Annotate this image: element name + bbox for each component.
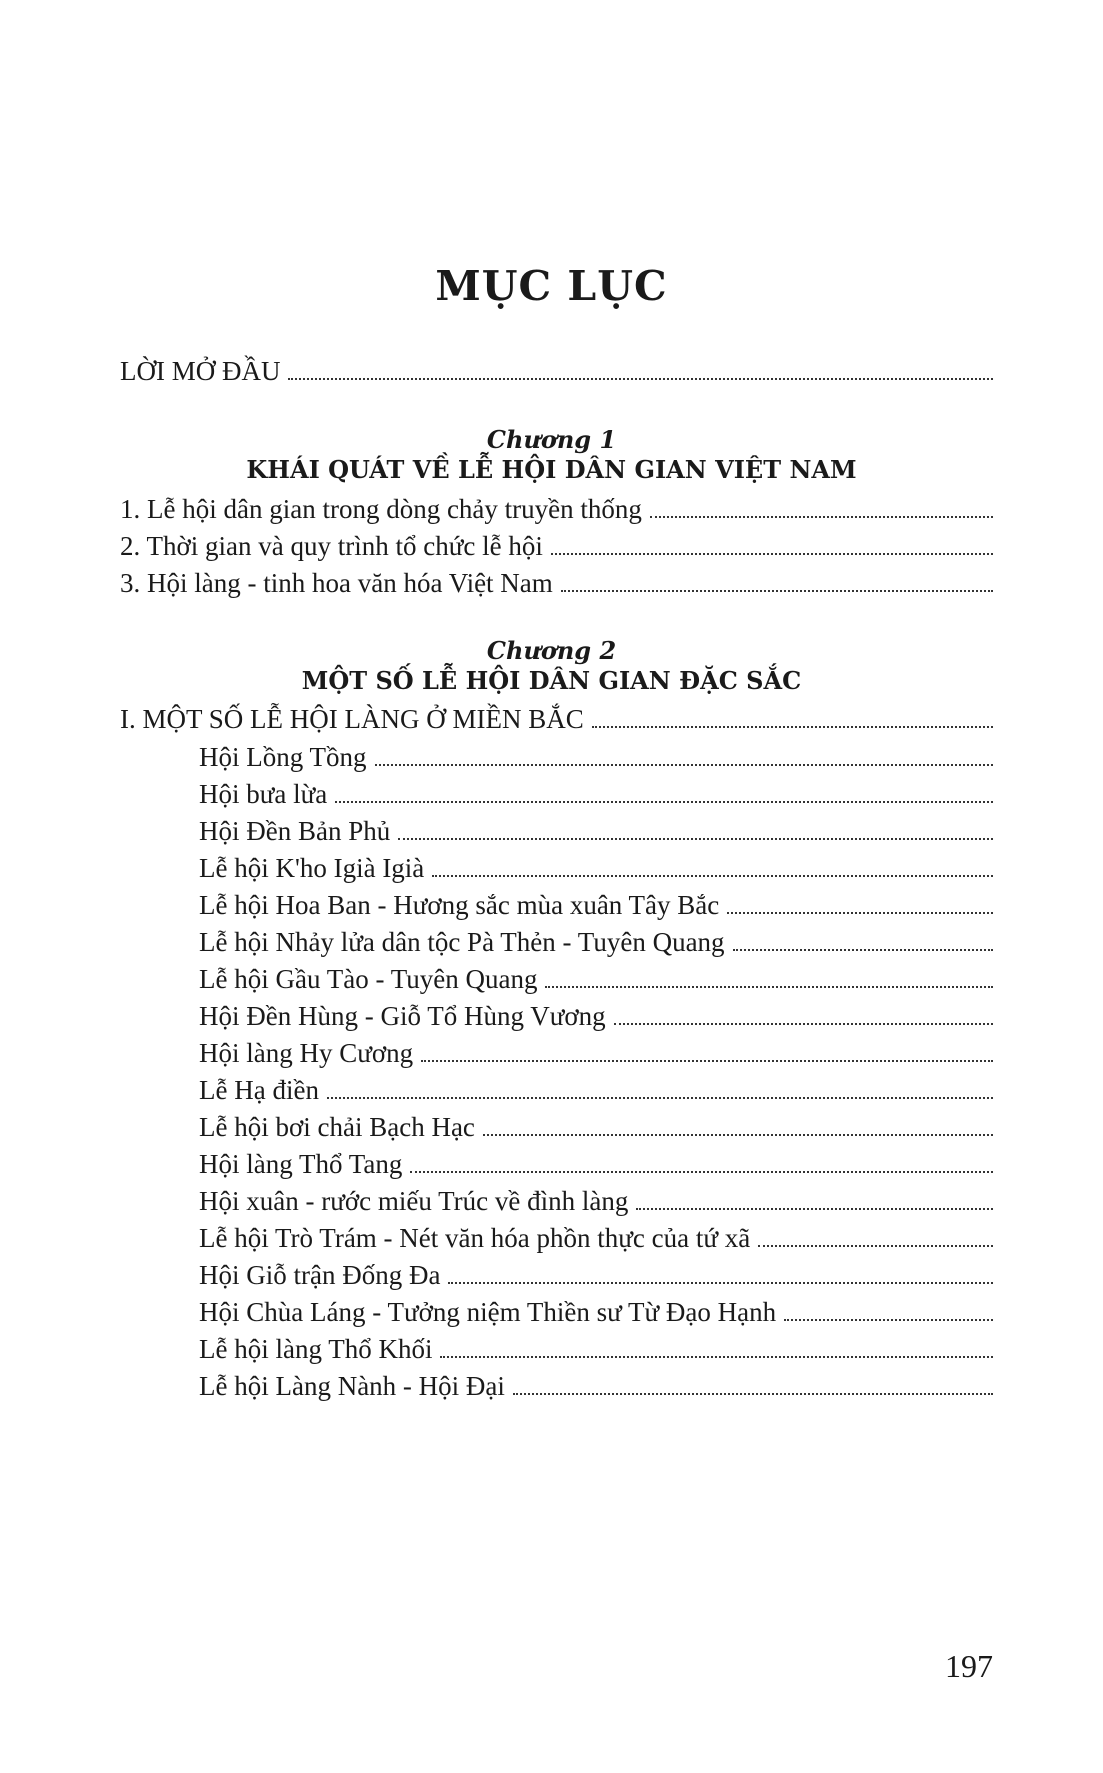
toc-entry — [199, 740, 993, 774]
toc-entry-label: 2. Thời gian và quy trình tổ chức lễ hội — [120, 531, 543, 561]
toc-entry — [199, 925, 993, 959]
toc-entry-label: 1. Lễ hội dân gian trong dòng chảy truyền thống — [120, 494, 642, 524]
toc-section — [120, 702, 993, 736]
chapter-2-number: Chương 2 — [486, 636, 617, 665]
dot-leader — [513, 1393, 993, 1395]
toc-entry — [199, 777, 993, 811]
dot-leader — [398, 838, 993, 840]
dot-leader — [421, 1060, 993, 1062]
toc-entry-label: Hội bưa lừa — [199, 779, 328, 809]
toc-entry — [199, 999, 993, 1033]
toc-entry-label: I. MỘT SỐ LỄ HỘI LÀNG Ở MIỀN BẮC — [120, 704, 584, 734]
toc-entry-label: Hội Chùa Láng - Tưởng niệm Thiền sư Từ Đạo Hạnh — [199, 1297, 777, 1327]
toc-entry-label: Lễ hội Làng Nành - Hội Đại — [199, 1371, 505, 1401]
dot-leader — [614, 1023, 993, 1025]
toc-entry-label: Hội làng Thổ Tang — [199, 1149, 403, 1179]
dot-leader — [561, 590, 993, 592]
toc-entry-label: Hội Lồng Tồng — [199, 742, 367, 772]
toc-entry-label: Lễ Hạ điền — [199, 1075, 319, 1105]
toc-entry — [120, 566, 993, 600]
toc-entry-label: Lễ hội bơi chải Bạch Hạc — [199, 1112, 475, 1142]
toc-entry — [120, 492, 993, 526]
toc-entry-label: Hội Giỗ trận Đống Đa — [199, 1260, 441, 1290]
toc-entry — [199, 1036, 993, 1070]
dot-leader — [448, 1282, 993, 1284]
toc-entry — [199, 1147, 993, 1181]
toc-entry — [199, 1332, 993, 1366]
dot-leader — [784, 1319, 993, 1321]
dot-leader — [650, 516, 993, 518]
toc-entry-label: Hội xuân - rước miếu Trúc về đình làng — [199, 1186, 629, 1216]
dot-leader — [592, 726, 993, 728]
toc-entry — [199, 851, 993, 885]
toc-entry — [199, 1295, 993, 1329]
dot-leader — [432, 875, 993, 877]
dot-leader — [545, 986, 993, 988]
dot-leader — [375, 764, 994, 766]
dot-leader — [758, 1245, 993, 1247]
chapter-1-title: KHÁI QUÁT VỀ LỄ HỘI DÂN GIAN VIỆT NAM — [246, 455, 857, 484]
toc-entry — [199, 1221, 993, 1255]
page-number: 197 — [945, 1648, 993, 1684]
toc-entry-label: Lễ hội làng Thổ Khối — [199, 1334, 433, 1364]
toc-entry — [199, 1110, 993, 1144]
toc-entry — [199, 1073, 993, 1107]
dot-leader — [551, 553, 993, 555]
toc-entry-label: Hội làng Hy Cương — [199, 1038, 414, 1068]
dot-leader — [483, 1134, 993, 1136]
dot-leader — [288, 378, 993, 380]
toc-entry-label: LỜI MỞ ĐẦU — [120, 356, 281, 386]
toc-entry-label: 3. Hội làng - tinh hoa văn hóa Việt Nam — [120, 568, 553, 598]
toc-entry — [199, 1258, 993, 1292]
toc-entry-preface — [120, 354, 993, 388]
page-title: MỤC LỤC — [435, 262, 668, 310]
chapter-1-number: Chương 1 — [486, 425, 617, 454]
toc-entry-label: Hội Đền Hùng - Giỗ Tổ Hùng Vương — [199, 1001, 606, 1031]
dot-leader — [410, 1171, 993, 1173]
dot-leader — [335, 801, 993, 803]
toc-entry — [199, 888, 993, 922]
chapter-2-title: MỘT SỐ LỄ HỘI DÂN GIAN ĐẶC SẮC — [301, 666, 802, 695]
toc-entry — [120, 529, 993, 563]
toc-entry-label: Lễ hội Trò Trám - Nét văn hóa phồn thực của tứ xã — [199, 1223, 751, 1253]
toc-entry-label: Hội Đền Bản Phủ — [199, 816, 391, 846]
dot-leader — [327, 1097, 993, 1099]
dot-leader — [727, 912, 993, 914]
toc-entry-label: Lễ hội K'ho Igià Igià — [199, 853, 425, 883]
toc-entry-label: Lễ hội Nhảy lửa dân tộc Pà Thẻn - Tuyên Quang — [199, 927, 725, 957]
toc-entry — [199, 1184, 993, 1218]
dot-leader — [636, 1208, 993, 1210]
toc-entry-label: Lễ hội Hoa Ban - Hương sắc mùa xuân Tây Bắc — [199, 890, 720, 920]
dot-leader — [440, 1356, 993, 1358]
toc-entry-label: Lễ hội Gầu Tào - Tuyên Quang — [199, 964, 538, 994]
dot-leader — [733, 949, 993, 951]
toc-entry — [199, 1369, 993, 1403]
toc-entry — [199, 962, 993, 996]
toc-entry — [199, 814, 993, 848]
